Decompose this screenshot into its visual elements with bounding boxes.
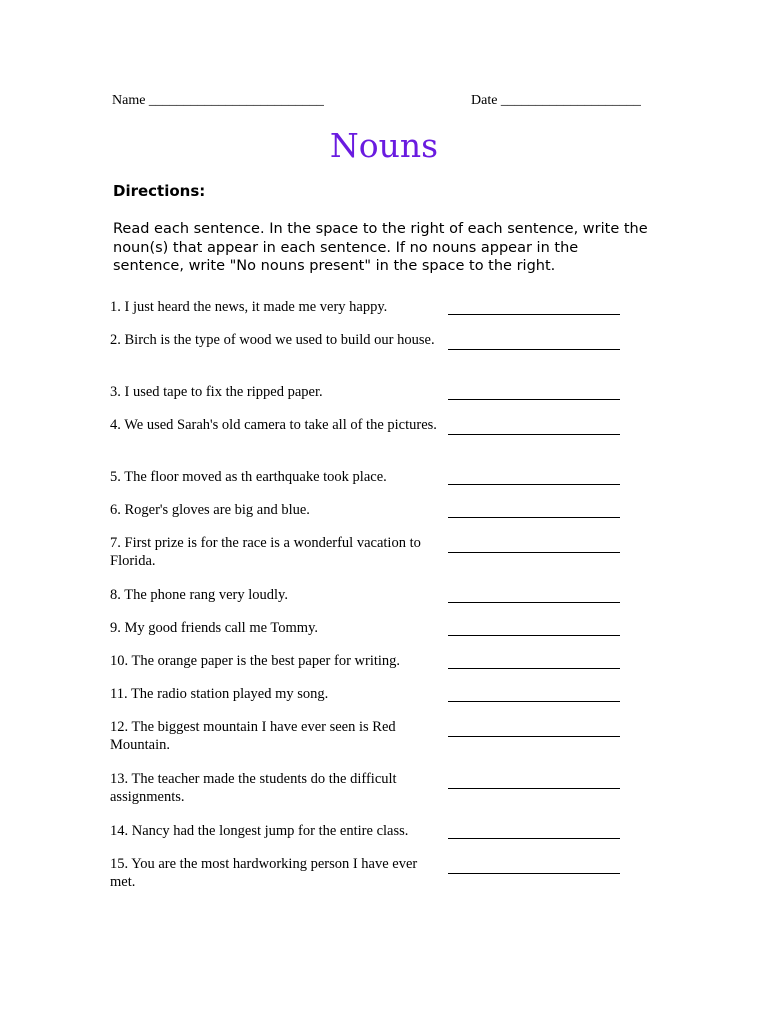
answer-blank[interactable] <box>448 434 620 435</box>
answer-blank[interactable] <box>448 602 620 603</box>
question-item <box>110 586 630 604</box>
question-text: 15. You are the most hardworking person I have ever met. <box>110 856 418 890</box>
question-text: 13. The teacher made the students do the difficult assignments. <box>110 771 397 805</box>
question-text: 8. The phone rang very loudly. <box>110 587 288 603</box>
question-item <box>110 331 630 349</box>
question-text: 4. We used Sarah's old camera to take all of the pictures. <box>110 417 437 433</box>
answer-blank[interactable] <box>448 668 620 669</box>
answer-blank[interactable] <box>448 399 620 400</box>
question-item <box>110 718 630 754</box>
question-item <box>110 619 630 637</box>
question-item <box>110 652 630 670</box>
directions-heading: Directions: <box>113 182 206 200</box>
question-text: 12. The biggest mountain I have ever seen is Red Mountain. <box>110 719 396 753</box>
header-row <box>112 93 672 113</box>
question-item <box>110 468 630 486</box>
question-text: 11. The radio station played my song. <box>110 686 329 702</box>
answer-blank[interactable] <box>448 635 620 636</box>
question-item <box>110 383 630 401</box>
question-item <box>110 770 630 806</box>
question-text: 9. My good friends call me Tommy. <box>110 620 318 636</box>
question-item <box>110 416 630 434</box>
answer-blank[interactable] <box>448 517 620 518</box>
answer-blank[interactable] <box>448 736 620 737</box>
question-text: 7. First prize is for the race is a wonderful vacation to Florida. <box>110 535 421 569</box>
question-item <box>110 822 630 840</box>
answer-blank[interactable] <box>448 838 620 839</box>
answer-blank[interactable] <box>448 552 620 553</box>
date-field-label: Date ____________________ <box>471 93 641 108</box>
answer-blank[interactable] <box>448 701 620 702</box>
question-item <box>110 501 630 519</box>
question-text: 14. Nancy had the longest jump for the entire class. <box>110 823 409 839</box>
question-item <box>110 685 630 703</box>
question-text: 6. Roger's gloves are big and blue. <box>110 502 310 518</box>
answer-blank[interactable] <box>448 314 620 315</box>
question-text: 3. I used tape to fix the ripped paper. <box>110 384 323 400</box>
question-text: 10. The orange paper is the best paper for writing. <box>110 653 401 669</box>
question-text: 1. I just heard the news, it made me very happy. <box>110 299 388 315</box>
question-item <box>110 534 630 570</box>
answer-blank[interactable] <box>448 788 620 789</box>
question-item <box>110 855 630 891</box>
question-text: 2. Birch is the type of wood we used to build our house. <box>110 332 435 348</box>
page-title: Nouns <box>329 126 439 165</box>
directions-text: Read each sentence. In the space to the right of each sentence, write the noun(s) that appear in each sentence. If no nouns appear in the sentence, write "No nouns present" in the space to the right. <box>113 221 648 274</box>
question-text: 5. The floor moved as th earthquake took place. <box>110 469 387 485</box>
answer-blank[interactable] <box>448 873 620 874</box>
answer-blank[interactable] <box>448 484 620 485</box>
question-item <box>110 298 630 316</box>
answer-blank[interactable] <box>448 349 620 350</box>
name-field-label: Name _________________________ <box>112 93 324 108</box>
